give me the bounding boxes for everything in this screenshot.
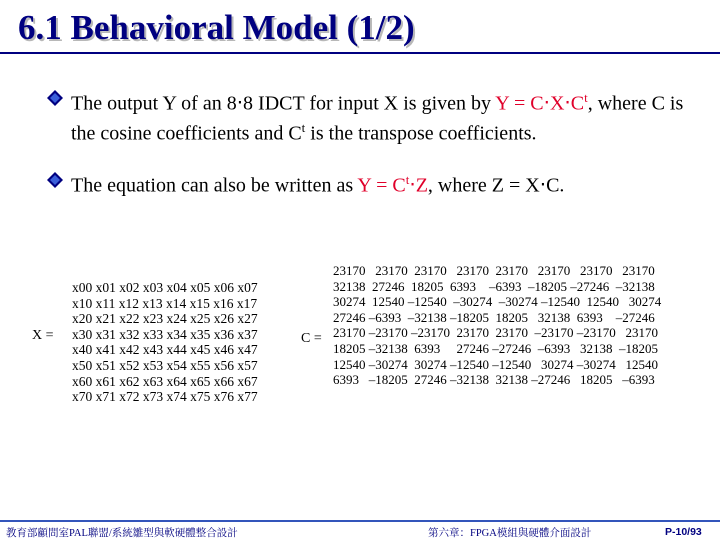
page-title: 6.1 Behavioral Model (1/2) xyxy=(18,8,415,47)
matrix-c-row: 30274 12540 –12540 –30274 –30274 –12540 12540 30274 xyxy=(333,294,662,310)
bullet-text-1: The output Y of an 8‧8 IDCT for input X is given by $Y = C‧X‧C^t$, where C is the cosine coefficients and $C^t$ is the transpose coefficients. xyxy=(71,90,684,145)
footer-course: 教育部顧問室PAL聯盟/系統雛型與軟硬體整合設計 xyxy=(6,528,238,539)
matrix-x xyxy=(72,280,258,405)
page-number: P-10/93 xyxy=(665,526,702,538)
matrix-c xyxy=(333,263,661,388)
diamond-bullet-icon xyxy=(47,172,65,190)
matrix-c-row: 6393 –18205 27246 –32138 32138 –27246 18205 –6393 xyxy=(333,372,655,388)
matrix-c-row: 18205 –32138 6393 27246 –27246 –6393 32138 –18205 xyxy=(333,340,658,356)
matrix-x-row: x10 x11 x12 x13 x14 x15 x16 x17 xyxy=(72,295,258,311)
matrix-x-row: x50 x51 x52 x53 x54 x55 x56 x57 xyxy=(72,357,258,373)
matrix-x-label: X = xyxy=(32,328,54,343)
matrix-c-row: 23170 23170 23170 23170 23170 23170 23170 23170 xyxy=(333,263,655,278)
matrix-c-row: 23170 –23170 –23170 23170 23170 –23170 –23170 23170 xyxy=(333,325,658,341)
footer-chapter: 第六章：FPGA模組與硬體介面設計 xyxy=(428,528,592,539)
diamond-bullet-icon xyxy=(47,90,65,108)
matrix-c-row: 27246 –6393 –32138 –18205 18205 32138 6393 –27246 xyxy=(333,309,655,325)
matrix-x-row: x20 x21 x22 x23 x24 x25 x26 x27 xyxy=(72,311,258,327)
matrix-x-row: x30 x31 x32 x33 x34 x35 x36 x37 xyxy=(72,326,258,342)
matrix-x-row: x00 x01 x02 x03 x04 x05 x06 x07 xyxy=(72,280,258,295)
footer-divider xyxy=(0,520,720,522)
matrix-x-row: x40 x41 x42 x43 x44 x45 x46 x47 xyxy=(72,342,258,358)
matrix-c-row: 32138 27246 18205 6393 –6393 –18205 –27246 –32138 xyxy=(333,278,655,294)
matrix-x-row: x70 x71 x72 x73 x74 x75 x76 x77 xyxy=(72,389,258,405)
matrix-x-row: x60 x61 x62 x63 x64 x65 x66 x67 xyxy=(72,373,258,389)
matrix-c-label: C = xyxy=(301,331,322,346)
bullet-text-2: The equation can also be written as $Y = C^t‧Z$, where Z = X‧C. xyxy=(71,172,565,197)
matrix-c-row: 12540 –30274 30274 –12540 –12540 30274 –30274 12540 xyxy=(333,356,658,372)
title-divider xyxy=(0,52,720,54)
